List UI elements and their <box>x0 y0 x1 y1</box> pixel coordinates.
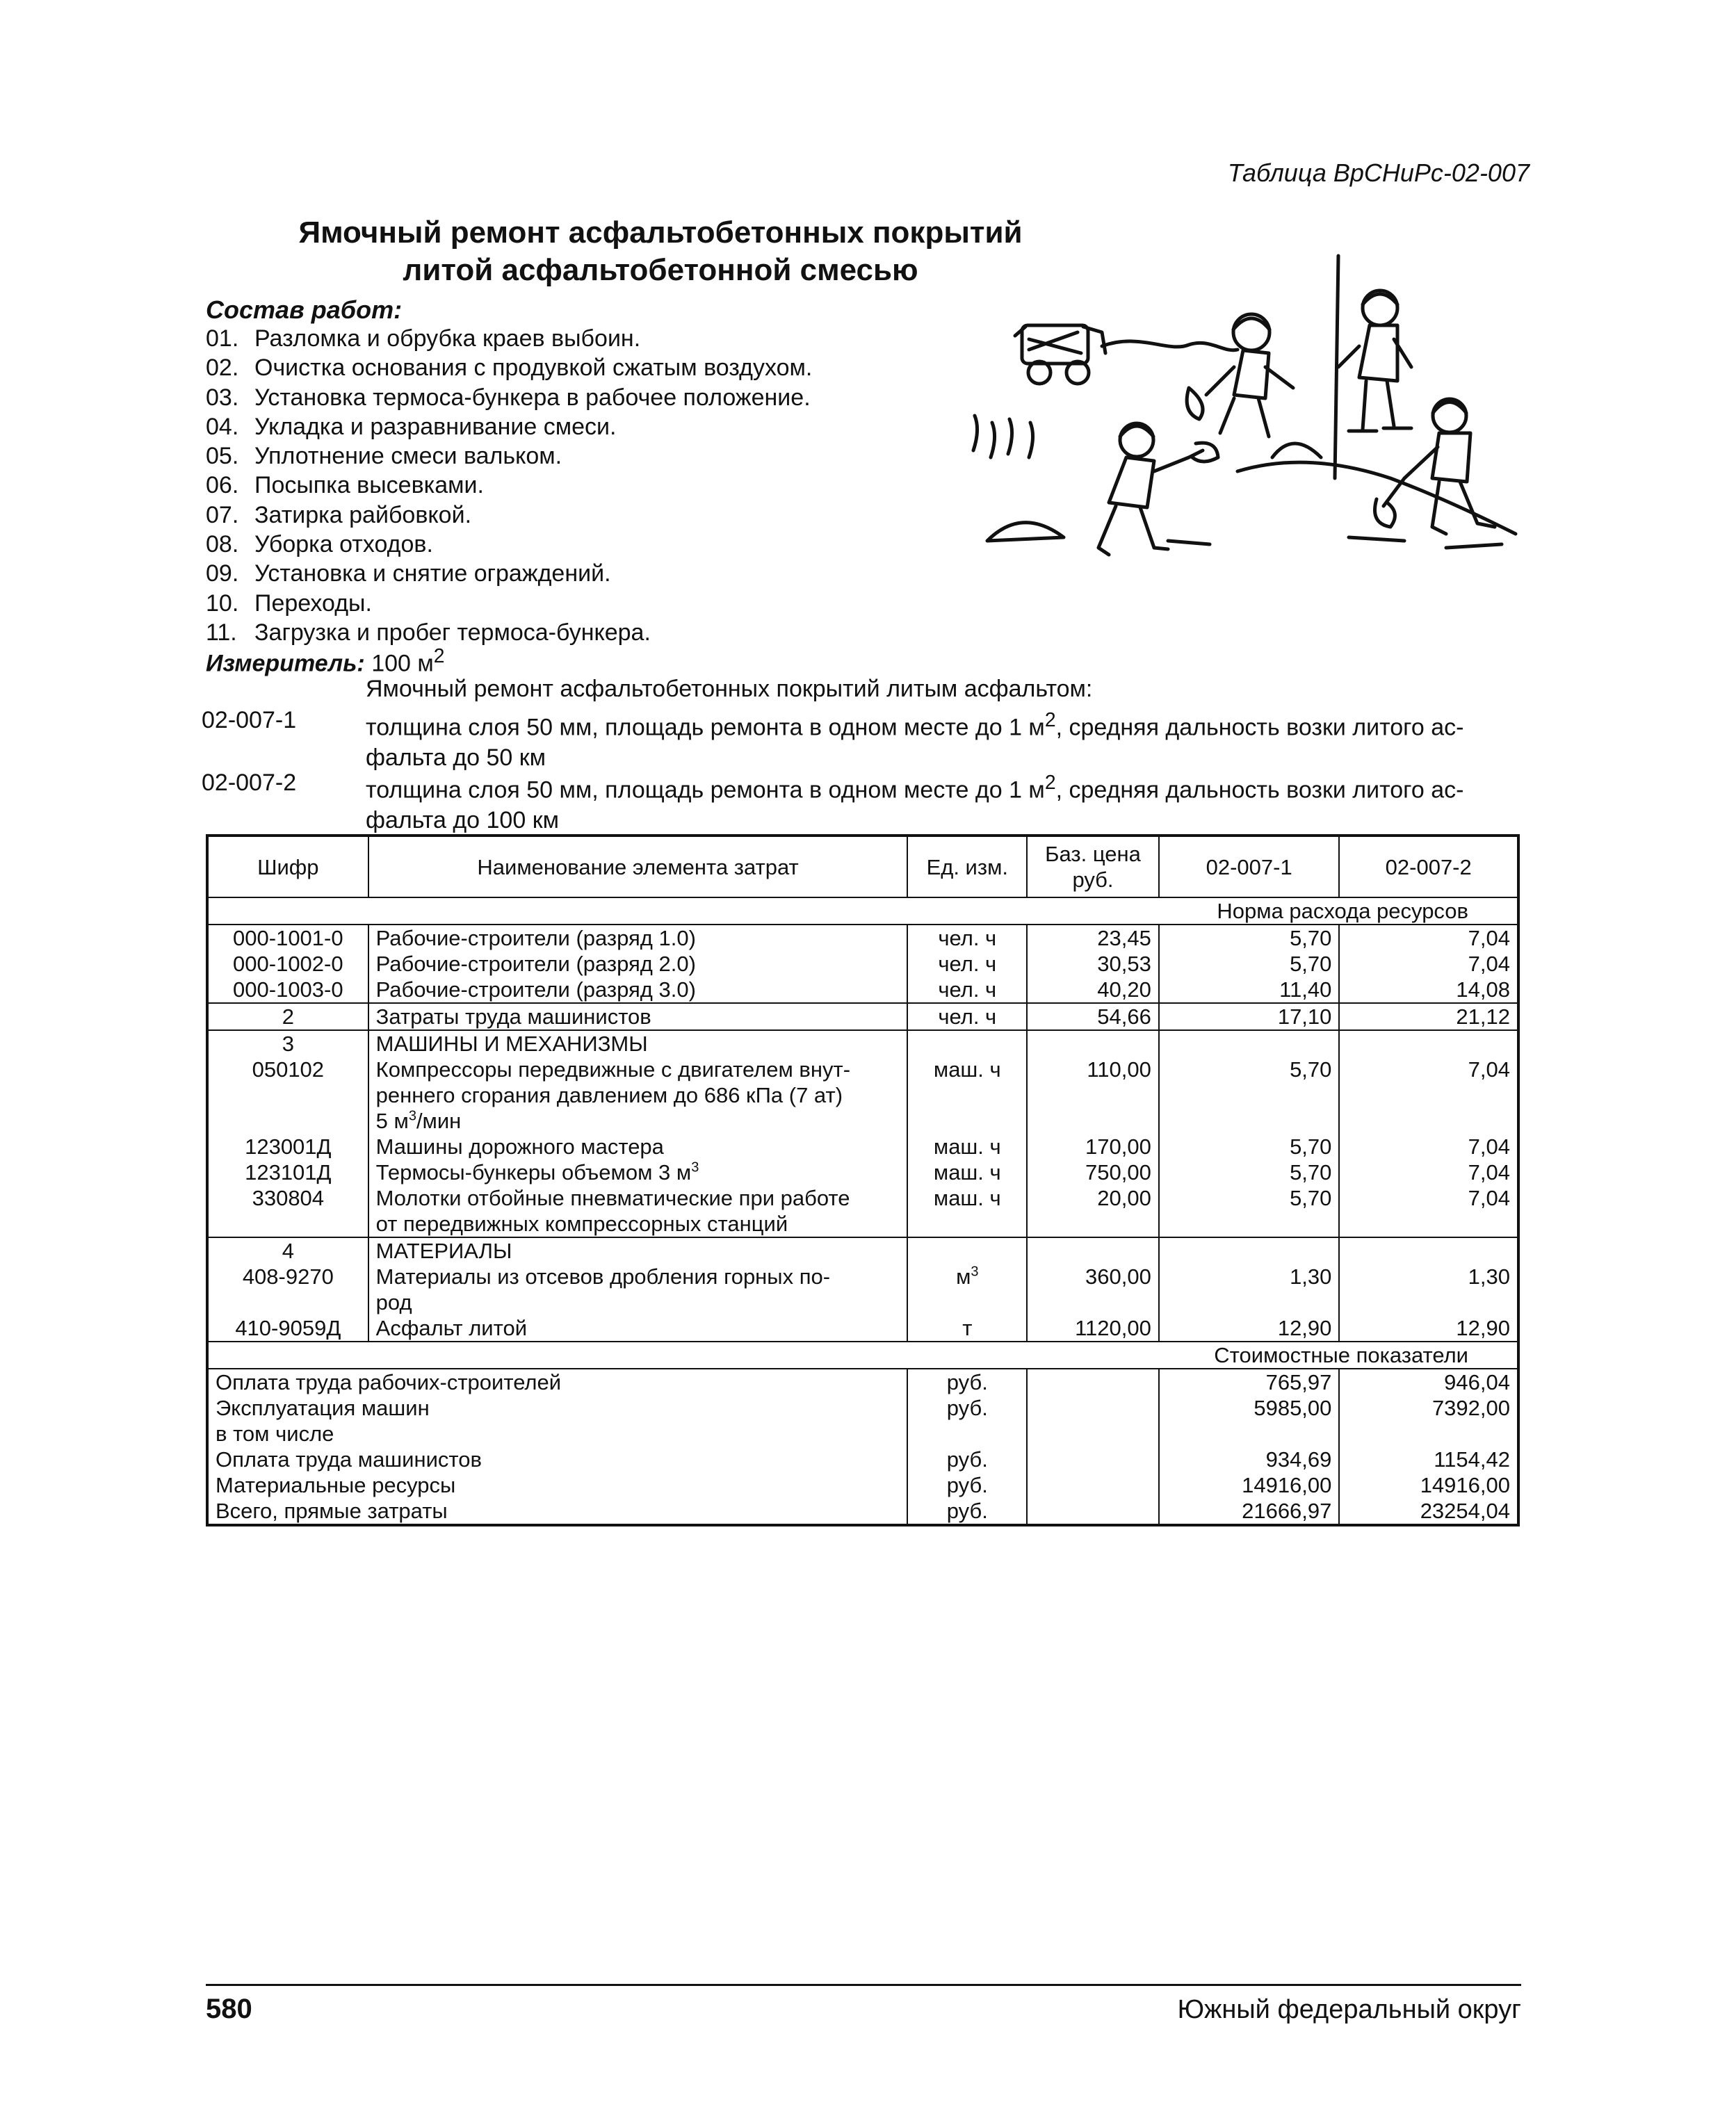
summary-unit: руб. <box>907 1472 1027 1498</box>
cell-v2: 7,04 <box>1339 1185 1518 1237</box>
item-number: 05. <box>206 443 239 470</box>
list-item <box>206 500 971 530</box>
table-reference: Таблица ВрСНиРс-02-007 <box>1227 158 1530 187</box>
variant-text: толщина слоя 50 мм, площадь ремонта в одном месте до 1 $м^2$, средняя дальность возки литого ас- фальта до 50 км <box>366 709 1464 772</box>
cell-v2: 14,08 <box>1339 977 1518 1003</box>
cell-name: Асфальт литой <box>368 1315 908 1342</box>
summary-v2 <box>1339 1421 1518 1447</box>
table-row <box>207 1264 1518 1315</box>
cell-unit: чел. ч <box>907 977 1027 1003</box>
cell-price: 750,00 <box>1027 1159 1159 1185</box>
cell-v1: 5,70 <box>1159 1057 1340 1134</box>
summary-v1: 5985,00 <box>1159 1395 1340 1421</box>
cell-name: МАТЕРИАЛЫ <box>368 1237 908 1264</box>
list-item <box>206 471 971 500</box>
section-row-machines <box>207 1030 1518 1057</box>
col-unit-header: Ед. изм. <box>907 836 1027 897</box>
meter-label: Измеритель: <box>206 650 365 677</box>
summary-v2: 14916,00 <box>1339 1472 1518 1498</box>
summary-v1: 765,97 <box>1159 1369 1340 1395</box>
item-number: 09. <box>206 560 239 587</box>
cell-price: 20,00 <box>1027 1185 1159 1237</box>
cell-price: 40,20 <box>1027 977 1159 1003</box>
cell-price: 360,00 <box>1027 1264 1159 1315</box>
col-price-header: Баз. цена руб. <box>1027 836 1159 897</box>
table-row <box>207 1057 1518 1134</box>
summary-v2: 946,04 <box>1339 1369 1518 1395</box>
cell-unit: чел. ч <box>907 951 1027 977</box>
variant-1 <box>202 705 1530 773</box>
variant-text: толщина слоя 50 мм, площадь ремонта в одном месте до 1 $м^2$, средняя дальность возки литого ас- фальта до 100 км <box>366 772 1464 834</box>
table-row <box>207 925 1518 951</box>
cell-v1: 1,30 <box>1159 1264 1340 1315</box>
col-code-header: Шифр <box>207 836 368 897</box>
norm-band-row <box>207 897 1518 925</box>
variant-code: 02-007-2 <box>202 770 297 796</box>
cell-name: Затраты труда машинистов <box>368 1003 908 1030</box>
cart-drawing <box>1015 325 1238 384</box>
item-text: Переходы. <box>254 589 372 617</box>
summary-row <box>207 1472 1518 1498</box>
cell-name: Рабочие-строители (разряд 2.0) <box>368 951 908 977</box>
worker-center <box>1187 314 1293 437</box>
summary-label: Всего, прямые затраты <box>207 1498 907 1525</box>
cell-v1: 5,70 <box>1159 951 1340 977</box>
table-row <box>207 1003 1518 1030</box>
cell-code: 408-9270 <box>207 1264 368 1315</box>
cell-unit: маш. ч <box>907 1134 1027 1159</box>
summary-v2: 23254,04 <box>1339 1498 1518 1525</box>
cell-unit: маш. ч <box>907 1159 1027 1185</box>
cell-price: 1120,00 <box>1027 1315 1159 1342</box>
list-item <box>206 353 971 382</box>
meter-line <box>206 645 445 677</box>
cell-unit: чел. ч <box>907 1003 1027 1030</box>
title-line-1: Ямочный ремонт асфальтобетонных покрытий <box>298 215 1023 250</box>
item-number: 02. <box>206 355 239 382</box>
cell-code: 3 <box>207 1030 368 1057</box>
col-variant2-header: 02-007-2 <box>1339 836 1518 897</box>
list-item <box>206 324 971 353</box>
summary-label: в том числе <box>207 1421 907 1447</box>
item-text: Загрузка и пробег термоса-бункера. <box>254 619 651 646</box>
summary-row <box>207 1421 1518 1447</box>
cell-unit: маш. ч <box>907 1185 1027 1237</box>
cell-v1: 5,70 <box>1159 1134 1340 1159</box>
cell-code: 000-1001-0 <box>207 925 368 951</box>
cell-v2: 7,04 <box>1339 1159 1518 1185</box>
cell-price: 23,45 <box>1027 925 1159 951</box>
item-number: 01. <box>206 325 239 352</box>
item-text: Установка и снятие ограждений. <box>254 560 611 587</box>
cell-price: 170,00 <box>1027 1134 1159 1159</box>
list-item <box>206 589 971 618</box>
cell-name: Рабочие-строители (разряд 3.0) <box>368 977 908 1003</box>
worker-pole <box>1335 256 1411 478</box>
cell-v2: 21,12 <box>1339 1003 1518 1030</box>
cell-name: Материалы из отсевов дробления горных по- род <box>368 1264 908 1315</box>
cell-v1: 17,10 <box>1159 1003 1340 1030</box>
section-row-materials <box>207 1237 1518 1264</box>
list-item <box>206 412 971 441</box>
cell-code: 330804 <box>207 1185 368 1237</box>
item-number: 06. <box>206 472 239 499</box>
cell-v2: 1,30 <box>1339 1264 1518 1315</box>
cell-unit: маш. ч <box>907 1057 1027 1134</box>
table-row <box>207 1315 1518 1342</box>
summary-unit <box>907 1421 1027 1447</box>
item-text: Посыпка высевками. <box>254 472 484 499</box>
table-row <box>207 977 1518 1003</box>
summary-unit: руб. <box>907 1447 1027 1472</box>
cell-code: 123101Д <box>207 1159 368 1185</box>
cell-name: МАШИНЫ И МЕХАНИЗМЫ <box>368 1030 908 1057</box>
cell-v2: 7,04 <box>1339 1057 1518 1134</box>
cell-code: 050102 <box>207 1057 368 1134</box>
cell-v1: 12,90 <box>1159 1315 1340 1342</box>
col-name-header: Наименование элемента затрат <box>368 836 908 897</box>
cell-v2: 7,04 <box>1339 925 1518 951</box>
item-number: 10. <box>206 589 239 617</box>
summary-label: Оплата труда машинистов <box>207 1447 907 1472</box>
table-row <box>207 1134 1518 1159</box>
variants-intro: Ямочный ремонт асфальтобетонных покрытий литым асфальтом: <box>366 676 1093 702</box>
cell-unit: $м^3$ <box>907 1264 1027 1315</box>
cell-v1: 5,70 <box>1159 925 1340 951</box>
cell-v2: 12,90 <box>1339 1315 1518 1342</box>
meter-value: 100 м <box>371 650 434 677</box>
summary-row <box>207 1498 1518 1525</box>
item-number: 04. <box>206 413 239 440</box>
cell-name: Компрессоры передвижные с двигателем внут- реннего сгорания давлением до 686 кПа (7 ат) 5 $м^3$/мин <box>368 1057 908 1134</box>
col-variant1-header: 02-007-1 <box>1159 836 1340 897</box>
cell-name: Машины дорожного мастера <box>368 1134 908 1159</box>
cell-code: 000-1002-0 <box>207 951 368 977</box>
cell-code: 4 <box>207 1237 368 1264</box>
workers-illustration <box>959 249 1530 576</box>
variant-2 <box>202 767 1530 836</box>
cell-unit: т <box>907 1315 1027 1342</box>
cell-code: 2 <box>207 1003 368 1030</box>
item-number: 07. <box>206 501 239 528</box>
table-row <box>207 1185 1518 1237</box>
cell-v1: 11,40 <box>1159 977 1340 1003</box>
item-text: Разломка и обрубка краев выбоин. <box>254 325 641 352</box>
item-text: Очистка основания с продувкой сжатым воздухом. <box>254 355 813 382</box>
footer-divider <box>206 1984 1521 1986</box>
summary-v2: 7392,00 <box>1339 1395 1518 1421</box>
cell-code: 410-9059Д <box>207 1315 368 1342</box>
cell-name: Термосы-бункеры объемом 3 $м^3$ <box>368 1159 908 1185</box>
item-number: 03. <box>206 384 239 411</box>
norm-band-label: Норма расхода ресурсов <box>207 897 1518 925</box>
variant-code: 02-007-1 <box>202 707 297 733</box>
table-header-row <box>207 836 1518 897</box>
list-item <box>206 530 971 559</box>
item-text: Уборка отходов. <box>254 531 433 558</box>
cell-v2: 7,04 <box>1339 1134 1518 1159</box>
works-heading: Состав работ: <box>206 295 403 324</box>
summary-v2: 1154,42 <box>1339 1447 1518 1472</box>
list-item <box>206 559 971 588</box>
cost-table <box>206 834 1520 1526</box>
summary-v1: 21666,97 <box>1159 1498 1340 1525</box>
item-text: Укладка и разравнивание смеси. <box>254 413 617 440</box>
cell-price: 54,66 <box>1027 1003 1159 1030</box>
summary-v1 <box>1159 1421 1340 1447</box>
summary-label: Эксплуатация машин <box>207 1395 907 1421</box>
item-text: Затирка райбовкой. <box>254 501 472 528</box>
item-number: 08. <box>206 531 239 558</box>
cell-price: 30,53 <box>1027 951 1159 977</box>
summary-v1: 14916,00 <box>1159 1472 1340 1498</box>
table-row <box>207 1159 1518 1185</box>
list-item <box>206 441 971 471</box>
cell-v1: 5,70 <box>1159 1185 1340 1237</box>
page-number: 580 <box>206 1994 252 2024</box>
cost-band-label: Стоимостные показатели <box>207 1342 1518 1369</box>
title-line-2: литой асфальтобетонной смесью <box>403 253 918 287</box>
summary-row <box>207 1369 1518 1395</box>
cell-name: Молотки отбойные пневматические при работе от передвижных компрессорных станций <box>368 1185 908 1237</box>
cell-v2: 7,04 <box>1339 951 1518 977</box>
works-list <box>206 324 971 647</box>
worker-shovel-left <box>1098 423 1218 555</box>
summary-unit: руб. <box>907 1369 1027 1395</box>
cell-price: 110,00 <box>1027 1057 1159 1134</box>
cell-code: 123001Д <box>207 1134 368 1159</box>
summary-row <box>207 1447 1518 1472</box>
meter-sup: 2 <box>433 645 445 667</box>
item-text: Установка термоса-бункера в рабочее положение. <box>254 384 811 411</box>
cell-name: Рабочие-строители (разряд 1.0) <box>368 925 908 951</box>
summary-row <box>207 1395 1518 1421</box>
cost-band-row <box>207 1342 1518 1369</box>
item-number: 11. <box>206 619 237 646</box>
cell-v1: 5,70 <box>1159 1159 1340 1185</box>
summary-v1: 934,69 <box>1159 1447 1340 1472</box>
cell-code: 000-1003-0 <box>207 977 368 1003</box>
summary-label: Оплата труда рабочих-строителей <box>207 1369 907 1395</box>
item-text: Уплотнение смеси вальком. <box>254 443 562 470</box>
cell-unit: чел. ч <box>907 925 1027 951</box>
list-item <box>206 383 971 412</box>
list-item <box>206 618 971 647</box>
summary-unit: руб. <box>907 1498 1027 1525</box>
table-row <box>207 951 1518 977</box>
summary-label: Материальные ресурсы <box>207 1472 907 1498</box>
summary-unit: руб. <box>907 1395 1027 1421</box>
footer-region: Южный федеральный округ <box>1177 1995 1521 2024</box>
